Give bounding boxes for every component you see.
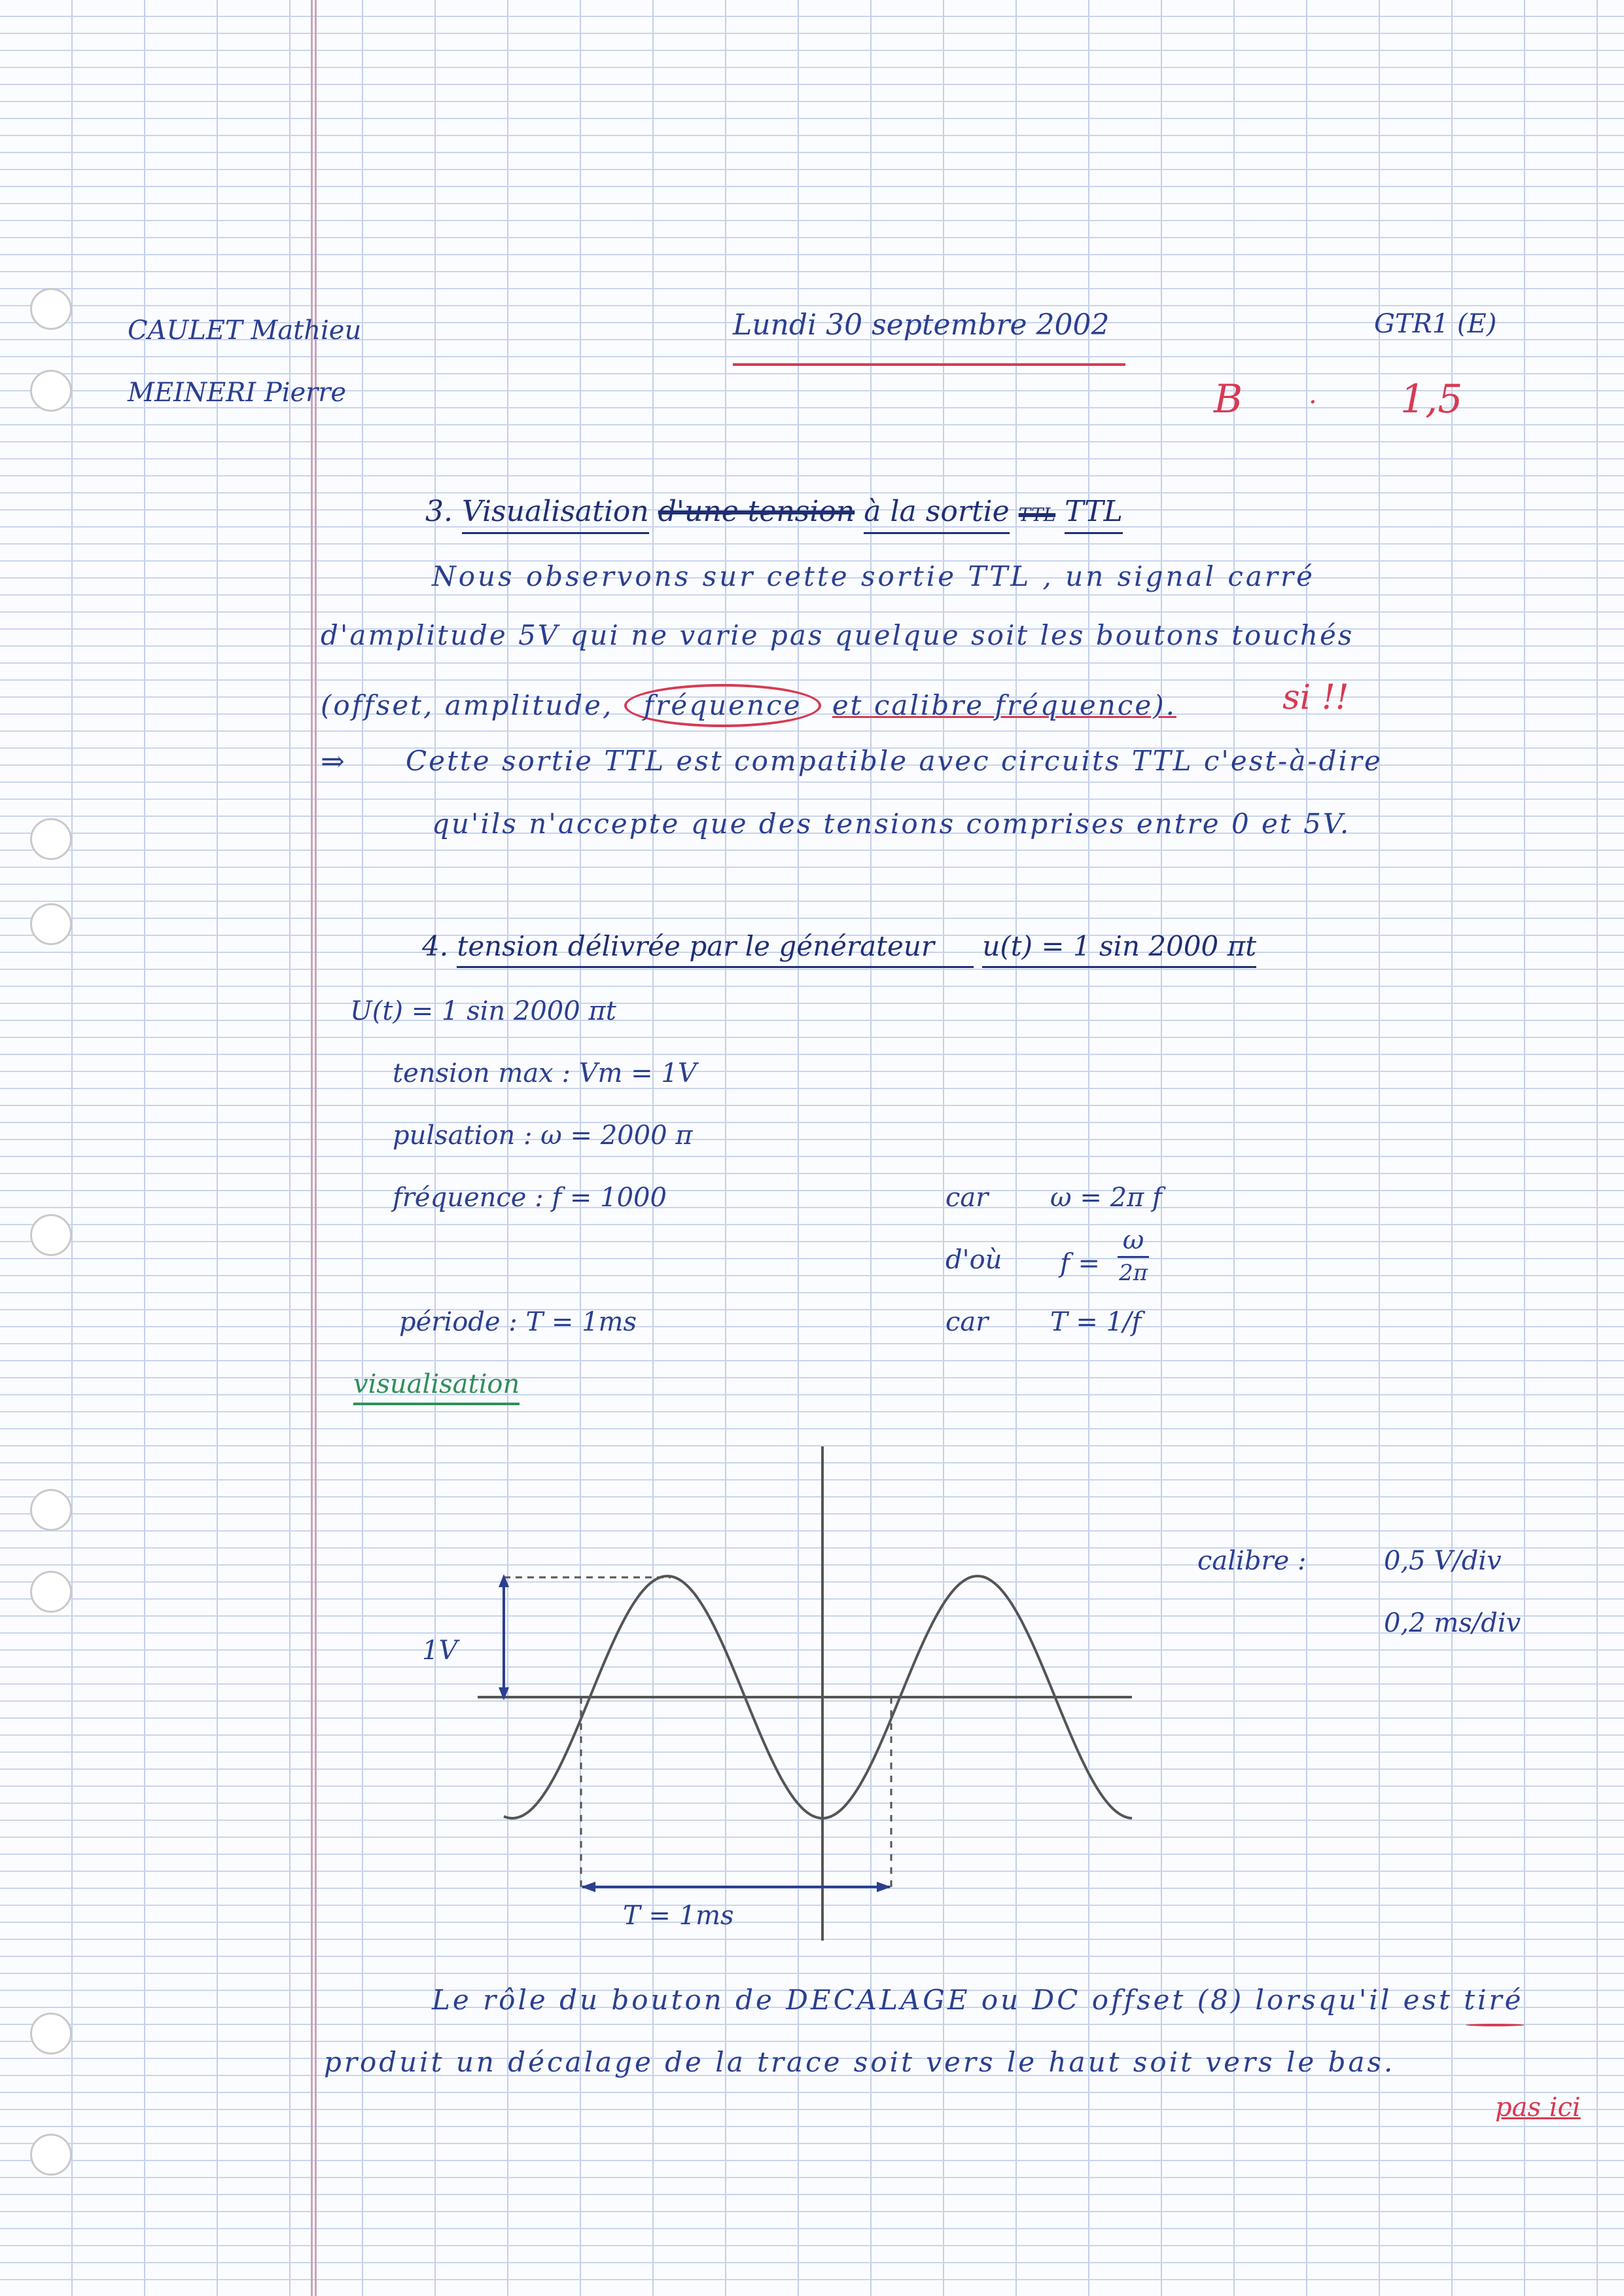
date-underline xyxy=(733,363,1125,366)
section3-title xyxy=(425,497,1123,526)
section4-number: 4. xyxy=(422,930,449,962)
car-label-2: car xyxy=(945,1307,989,1337)
section4-title-text: tension délivrée par le générateur xyxy=(457,930,974,968)
binder-hole xyxy=(30,818,72,860)
calibre-time: 0,2 ms/div xyxy=(1384,1608,1521,1638)
binder-hole xyxy=(30,2013,72,2054)
binder-hole xyxy=(30,370,72,412)
section3-line3-end: et calibre fréquence). xyxy=(832,689,1176,721)
section3-title-struck: d'une tension xyxy=(658,495,855,528)
circled-word: fréquence xyxy=(624,684,822,727)
binder-hole xyxy=(30,903,72,945)
amplitude-label: 1V xyxy=(422,1636,458,1666)
binder-hole xyxy=(30,1571,72,1613)
fraction xyxy=(1118,1227,1150,1284)
tension-max: tension max : Vm = 1V xyxy=(393,1058,697,1088)
section3-line3-start: (offset, amplitude, xyxy=(321,689,614,721)
section3-number: 3. xyxy=(425,495,453,528)
grade-letter: B xyxy=(1214,376,1243,422)
section4-formula: u(t) = 1 sin 2000 πt xyxy=(982,930,1256,968)
fraction-numerator: ω xyxy=(1118,1227,1150,1258)
sine-graph xyxy=(422,1440,1165,1950)
dou-label: d'où xyxy=(945,1245,1002,1275)
periode: période : T = 1ms xyxy=(399,1307,637,1337)
student-name-1: CAULET Mathieu xyxy=(128,315,362,346)
section3-line2: d'amplitude 5V qui ne varie pas quelque soit les boutons touchés xyxy=(321,619,1354,651)
binder-hole xyxy=(30,2134,72,2176)
grade-separator: · xyxy=(1309,387,1317,418)
period-arrow-head-right xyxy=(877,1882,891,1892)
grade-value: 1,5 xyxy=(1400,376,1463,422)
t-equation: T = 1/f xyxy=(1050,1307,1142,1337)
period-arrow-head-left xyxy=(581,1882,595,1892)
binder-hole xyxy=(30,288,72,330)
date: Lundi 30 septembre 2002 xyxy=(733,308,1110,342)
implies-arrow: ⇒ xyxy=(321,745,345,778)
section3-line3 xyxy=(321,684,1176,727)
section3-title-end: à la sortie xyxy=(864,495,1009,534)
amplitude-arrow-head xyxy=(499,1574,509,1587)
section3-line4: Cette sortie TTL est compatible avec circuits TTL c'est-à-dire xyxy=(406,745,1383,777)
section4-title xyxy=(422,930,1257,962)
equation-line: U(t) = 1 sin 2000 πt xyxy=(350,996,616,1026)
pulsation: pulsation : ω = 2000 π xyxy=(393,1121,693,1151)
conclusion-line1: Le rôle du bouton de DECALAGE ou DC offset (8) lorsqu'il est tiré xyxy=(432,1984,1524,2016)
period-label: T = 1ms xyxy=(623,1901,734,1931)
binder-hole xyxy=(30,1214,72,1256)
conclusion-line2: produit un décalage de la trace soit vers le haut soit vers le bas. xyxy=(324,2046,1396,2078)
section3-title-start: Visualisation xyxy=(462,495,649,534)
binder-hole xyxy=(30,1489,72,1531)
fraction-denominator: 2π xyxy=(1119,1260,1148,1286)
calibre-label: calibre : xyxy=(1197,1546,1307,1576)
calibre-volt: 0,5 V/div xyxy=(1384,1546,1502,1576)
section3-title-tail: TTL xyxy=(1065,495,1123,534)
section3-title-struck-2: TTL xyxy=(1018,504,1056,526)
student-name-2: MEINERI Pierre xyxy=(128,378,347,408)
group-label: GTR1 (E) xyxy=(1374,309,1497,339)
f-equals: f = xyxy=(1060,1248,1101,1279)
section3-line5: qu'ils n'accepte que des tensions comprises entre 0 et 5V. xyxy=(432,808,1351,840)
teacher-note-pas-ici: pas ici xyxy=(1495,2092,1581,2123)
visualisation-title: visualisation xyxy=(353,1371,520,1405)
f-equation xyxy=(1060,1225,1149,1286)
teacher-note-si: si !! xyxy=(1282,678,1349,717)
section3-line1: Nous observons sur cette sortie TTL , un signal carré xyxy=(432,560,1315,592)
car-label-1: car xyxy=(945,1183,989,1213)
omega-equation: ω = 2π f xyxy=(1050,1183,1162,1213)
red-underline xyxy=(1466,2024,1525,2026)
frequence: fréquence : f = 1000 xyxy=(393,1183,667,1213)
